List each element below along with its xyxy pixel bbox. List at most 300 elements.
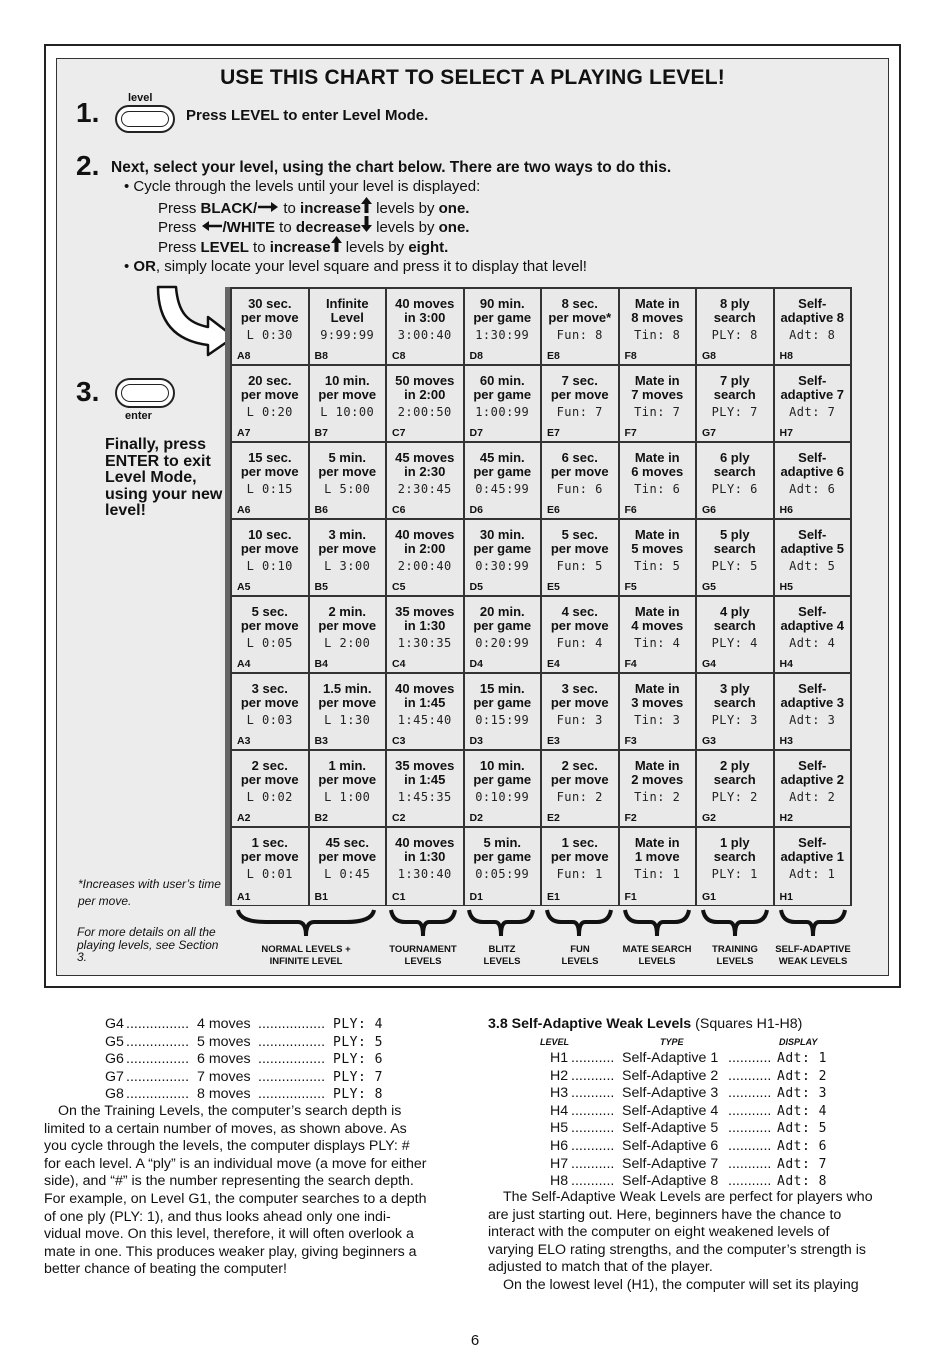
list-display: Adt: 8 xyxy=(777,1174,827,1190)
square-display: L 0:01 xyxy=(246,867,293,881)
square-display: L 0:02 xyxy=(246,790,293,804)
square-id: A7 xyxy=(237,427,251,439)
square-line1: Mate in xyxy=(634,758,680,773)
footnote: *Increases with user’s time per move. xyxy=(78,877,221,908)
square-line2: search xyxy=(713,772,756,787)
square-display: Tin: 7 xyxy=(634,405,681,419)
square-display: L 1:00 xyxy=(324,790,371,804)
list-display: Adt: 7 xyxy=(777,1156,827,1172)
square-id: B5 xyxy=(314,581,328,593)
square-id: A1 xyxy=(237,891,251,903)
level-square-e2[interactable] xyxy=(542,751,620,828)
square-line1: 15 min. xyxy=(479,681,525,696)
level-square-g1[interactable] xyxy=(697,828,775,905)
square-display: 1:45:35 xyxy=(397,790,452,804)
square-line1: Mate in xyxy=(634,450,680,465)
dot-leader: ................ xyxy=(126,1068,190,1085)
dot-leader: ........... xyxy=(571,1155,615,1172)
square-display: 1:45:40 xyxy=(397,713,452,727)
square-line2: per move xyxy=(550,541,609,556)
square-line2: adaptive 3 xyxy=(780,695,845,710)
square-id: E4 xyxy=(547,658,560,670)
square-id: C8 xyxy=(392,350,406,362)
list-display: PLY: 4 xyxy=(333,1017,383,1032)
square-display: Adt: 8 xyxy=(789,328,836,342)
square-id: G6 xyxy=(702,504,717,516)
level-square-h7[interactable] xyxy=(775,366,851,443)
list-level: H7 xyxy=(550,1155,569,1172)
square-line1: 2 ply xyxy=(719,758,750,773)
square-line2: 8 moves xyxy=(631,310,684,325)
level-square-g2[interactable] xyxy=(697,751,775,828)
square-line1: 6 ply xyxy=(719,450,750,465)
level-square-g3[interactable] xyxy=(697,674,775,751)
square-id: F2 xyxy=(624,812,637,824)
square-id: F1 xyxy=(624,891,637,903)
square-line2: per move xyxy=(318,541,377,556)
level-square-c8[interactable] xyxy=(387,289,465,366)
square-line2: per game xyxy=(473,772,532,787)
level-square-a7[interactable] xyxy=(232,366,310,443)
square-line2: per move xyxy=(550,618,609,633)
list-level: H8 xyxy=(550,1173,569,1190)
level-square-a5[interactable] xyxy=(232,520,310,597)
level-square-c6[interactable] xyxy=(387,443,465,520)
or-label: OR xyxy=(133,258,156,275)
level-square-e1[interactable] xyxy=(542,828,620,905)
square-id: C7 xyxy=(392,427,406,439)
level-line-action: increase xyxy=(269,239,331,256)
level-square-g7[interactable] xyxy=(697,366,775,443)
square-line1: 10 min. xyxy=(324,373,370,388)
square-display: Adt: 6 xyxy=(789,482,836,496)
level-square-g8[interactable] xyxy=(697,289,775,366)
section-3-8-heading xyxy=(488,1016,802,1034)
square-line1: Self- xyxy=(798,373,827,388)
square-line2: 4 moves xyxy=(631,618,684,633)
dot-leader: ........... xyxy=(728,1102,772,1119)
square-line1: 3 sec. xyxy=(561,681,598,696)
square-line1: 1 sec. xyxy=(561,835,598,850)
square-display: PLY: 1 xyxy=(711,867,758,881)
square-line2: per move xyxy=(240,387,299,402)
square-id: B3 xyxy=(314,735,328,747)
square-id: D7 xyxy=(469,427,483,439)
level-square-d3[interactable] xyxy=(465,674,543,751)
group-label-normal: NORMAL LEVELS + INFINITE LEVEL xyxy=(261,944,351,967)
dot-leader: ........... xyxy=(728,1138,772,1154)
square-line2: in 2:00 xyxy=(404,541,446,556)
paragraph-line: for each level. A “ply” is an individual move (a move for either xyxy=(44,1155,427,1172)
group-label-fun: FUN LEVELS xyxy=(561,944,599,967)
paragraph-line: interact with the computer on eight weakened levels of xyxy=(488,1224,830,1241)
square-display: 0:15:99 xyxy=(475,713,530,727)
square-display: Fun: 3 xyxy=(556,713,603,727)
left-arrow-icon xyxy=(201,219,223,236)
square-id: G2 xyxy=(702,812,717,824)
list-display: PLY: 8 xyxy=(333,1087,383,1103)
details-note: For more details on all the playing levels, see Section 3. xyxy=(77,925,219,964)
list-display: Adt: 4 xyxy=(777,1103,827,1119)
square-id: D5 xyxy=(469,581,483,593)
level-square-c4[interactable] xyxy=(387,597,465,674)
square-display: L 3:00 xyxy=(324,559,371,573)
square-id: F6 xyxy=(624,504,637,516)
level-square-f1[interactable] xyxy=(620,828,698,905)
square-display: L 0:15 xyxy=(246,482,293,496)
level-square-a2[interactable] xyxy=(232,751,310,828)
square-line2: per move xyxy=(318,772,377,787)
step-2-number: 2. xyxy=(76,150,100,181)
level-square-g6[interactable] xyxy=(697,443,775,520)
square-line2: search xyxy=(713,849,756,864)
level-square-a4[interactable] xyxy=(232,597,310,674)
level-square-a1[interactable] xyxy=(232,828,310,905)
group-label-selfadaptive: SELF-ADAPTIVE WEAK LEVELS xyxy=(775,944,851,967)
white-line-mid: to xyxy=(275,219,296,236)
paragraph-line: mate in one. This produces weaker play, giving beginners a xyxy=(44,1243,417,1260)
square-display: 1:30:40 xyxy=(397,867,452,881)
square-line1: 1 ply xyxy=(719,835,750,850)
square-line2: Level xyxy=(330,310,364,325)
square-line2: adaptive 8 xyxy=(780,310,845,325)
level-square-f6[interactable] xyxy=(620,443,698,520)
level-square-b4[interactable] xyxy=(310,597,388,674)
step-2-white-line xyxy=(158,216,469,238)
level-square-d4[interactable] xyxy=(465,597,543,674)
paragraph-line: adjusted to match that of the player. xyxy=(488,1259,713,1276)
level-square-d6[interactable] xyxy=(465,443,543,520)
level-square-h4[interactable] xyxy=(775,597,851,674)
level-square-a8[interactable] xyxy=(232,289,310,366)
square-id: F3 xyxy=(624,735,637,747)
square-display: PLY: 3 xyxy=(711,713,758,727)
square-line1: Mate in xyxy=(634,296,680,311)
level-square-d7[interactable] xyxy=(465,366,543,443)
square-line1: 40 moves xyxy=(395,681,455,696)
paragraph-line: you cycle through the levels, the computer displays PLY: # xyxy=(44,1138,410,1155)
square-line2: per move xyxy=(318,849,377,864)
col-header-level: LEVEL xyxy=(540,1037,570,1047)
square-display: Tin: 8 xyxy=(634,328,681,342)
dot-leader: ................. xyxy=(258,1086,326,1103)
square-line1: 35 moves xyxy=(395,758,455,773)
dot-leader: ........... xyxy=(728,1067,772,1084)
level-square-f3[interactable] xyxy=(620,674,698,751)
square-line2: in 2:00 xyxy=(404,387,446,402)
square-display: PLY: 4 xyxy=(711,636,758,650)
square-line1: 40 moves xyxy=(395,835,455,850)
dot-leader: ................. xyxy=(258,1033,326,1050)
square-display: 1:30:99 xyxy=(475,328,530,342)
level-square-d8[interactable] xyxy=(465,289,543,366)
level-square-f4[interactable] xyxy=(620,597,698,674)
square-line2: per move xyxy=(318,618,377,633)
square-line1: Self- xyxy=(798,604,827,619)
square-line1: 5 min. xyxy=(328,450,367,465)
square-id: A2 xyxy=(237,812,251,824)
square-display: Adt: 4 xyxy=(789,636,836,650)
level-square-e5[interactable] xyxy=(542,520,620,597)
square-line2: in 1:45 xyxy=(404,695,446,710)
dot-leader: ................. xyxy=(258,1068,326,1085)
square-line1: 60 min. xyxy=(479,373,525,388)
square-id: G1 xyxy=(702,891,717,903)
square-display: L 0:03 xyxy=(246,713,293,727)
paragraph-line: limited to a certain number of moves, as shown above. As xyxy=(44,1120,407,1137)
square-line2: search xyxy=(713,695,756,710)
square-line2: per game xyxy=(473,695,532,710)
level-line-pre: Press xyxy=(158,239,201,256)
square-id: B6 xyxy=(314,504,328,516)
level-square-b7[interactable] xyxy=(310,366,388,443)
square-display: 0:20:99 xyxy=(475,636,530,650)
square-line2: per game xyxy=(473,849,532,864)
list-level: G4 xyxy=(105,1016,124,1032)
dot-leader: ........... xyxy=(571,1102,615,1119)
brace-tournament-icon xyxy=(389,908,457,938)
square-line2: in 3:00 xyxy=(404,310,446,325)
group-label-mate: MATE SEARCH LEVELS xyxy=(622,944,692,967)
square-display: L 0:05 xyxy=(246,636,293,650)
level-square-c7[interactable] xyxy=(387,366,465,443)
list-display: Adt: 3 xyxy=(777,1086,827,1102)
level-square-b2[interactable] xyxy=(310,751,388,828)
square-id: D2 xyxy=(469,812,483,824)
down-arrow-icon xyxy=(361,219,372,236)
square-line1: 5 sec. xyxy=(561,527,598,542)
square-id: G8 xyxy=(702,350,717,362)
square-line2: per move xyxy=(240,618,299,633)
square-display: L 5:00 xyxy=(324,482,371,496)
square-line2: 5 moves xyxy=(631,541,684,556)
square-line2: search xyxy=(713,310,756,325)
square-display: Adt: 2 xyxy=(789,790,836,804)
square-line1: 5 sec. xyxy=(251,604,288,619)
square-line1: 3 ply xyxy=(719,681,750,696)
square-display: PLY: 2 xyxy=(711,790,758,804)
list-level: G5 xyxy=(105,1033,124,1050)
section-heading-bold: 3.8 Self-Adaptive Weak Levels xyxy=(488,1016,692,1032)
list-display: Adt: 6 xyxy=(777,1139,827,1154)
level-square-b5[interactable] xyxy=(310,520,388,597)
square-line1: 5 min. xyxy=(483,835,522,850)
square-line1: 20 sec. xyxy=(248,373,292,388)
square-line2: adaptive 4 xyxy=(780,618,845,633)
square-line1: Mate in xyxy=(634,527,680,542)
square-id: F5 xyxy=(624,581,637,593)
square-id: C3 xyxy=(392,735,406,747)
level-square-e8[interactable] xyxy=(542,289,620,366)
square-display: L 0:10 xyxy=(246,559,293,573)
square-id: D1 xyxy=(469,891,483,903)
square-id: B8 xyxy=(314,350,328,362)
black-line-action: increase xyxy=(300,200,361,217)
square-id: H6 xyxy=(779,504,793,516)
square-display: L 2:00 xyxy=(324,636,371,650)
list-level: G6 xyxy=(105,1051,124,1068)
square-display: 0:30:99 xyxy=(475,559,530,573)
level-square-h1[interactable] xyxy=(775,828,851,905)
square-line2: 2 moves xyxy=(631,772,684,787)
level-square-d5[interactable] xyxy=(465,520,543,597)
square-line1: Mate in xyxy=(634,681,680,696)
square-id: B7 xyxy=(314,427,328,439)
square-id: D4 xyxy=(469,658,483,670)
level-grid xyxy=(230,287,852,906)
square-line1: 90 min. xyxy=(479,296,525,311)
level-square-f5[interactable] xyxy=(620,520,698,597)
step-2-bullet-or: • OR, simply locate your level square and press it to display that level! xyxy=(124,258,587,275)
square-id: H4 xyxy=(779,658,793,670)
square-id: H8 xyxy=(779,350,793,362)
square-line2: search xyxy=(713,618,756,633)
dot-leader: ................ xyxy=(126,1051,190,1068)
square-line1: Mate in xyxy=(634,604,680,619)
level-square-f2[interactable] xyxy=(620,751,698,828)
list-level: H1 xyxy=(550,1050,569,1066)
level-square-c3[interactable] xyxy=(387,674,465,751)
level-square-d1[interactable] xyxy=(465,828,543,905)
paragraph-line: vidual move. On this level, therefore, it will often overlook a xyxy=(44,1226,414,1243)
square-id: D3 xyxy=(469,735,483,747)
level-square-a6[interactable] xyxy=(232,443,310,520)
col-header-type: TYPE xyxy=(660,1037,684,1047)
level-line-amount: eight. xyxy=(408,239,449,256)
level-square-h6[interactable] xyxy=(775,443,851,520)
level-square-e4[interactable] xyxy=(542,597,620,674)
level-square-e6[interactable] xyxy=(542,443,620,520)
list-type: Self-Adaptive 8 xyxy=(622,1173,719,1190)
dot-leader: ........... xyxy=(571,1067,615,1084)
level-square-h3[interactable] xyxy=(775,674,851,751)
square-line2: per game xyxy=(473,618,532,633)
group-label-training: TRAINING LEVELS xyxy=(712,944,758,967)
square-display: Fun: 2 xyxy=(556,790,603,804)
square-id: A8 xyxy=(237,350,251,362)
square-display: PLY: 5 xyxy=(711,559,758,573)
list-level: H6 xyxy=(550,1138,569,1154)
level-square-b1[interactable] xyxy=(310,828,388,905)
square-id: G7 xyxy=(702,427,717,439)
level-square-b8[interactable] xyxy=(310,289,388,366)
level-square-h2[interactable] xyxy=(775,751,851,828)
level-square-e3[interactable] xyxy=(542,674,620,751)
list-type: Self-Adaptive 7 xyxy=(622,1155,719,1172)
square-line1: 45 sec. xyxy=(325,835,369,850)
black-line-post: levels by xyxy=(371,200,439,217)
square-line2: per move xyxy=(240,310,299,325)
level-square-g4[interactable] xyxy=(697,597,775,674)
square-line2: per move xyxy=(550,695,609,710)
dot-leader: ................ xyxy=(126,1033,190,1050)
list-type: 6 moves xyxy=(197,1051,251,1068)
list-display: Adt: 1 xyxy=(777,1051,827,1066)
paragraph-line: of one ply (PLY: 1), and thus looks ahead only one indi- xyxy=(44,1208,391,1225)
list-display: Adt: 2 xyxy=(777,1068,827,1084)
white-line-pre: Press xyxy=(158,219,201,236)
square-line1: Mate in xyxy=(634,373,680,388)
brace-blitz-icon xyxy=(467,908,535,938)
square-display: 0:10:99 xyxy=(475,790,530,804)
level-key-icon xyxy=(115,105,175,133)
square-line1: Self- xyxy=(798,758,827,773)
level-square-g5[interactable] xyxy=(697,520,775,597)
square-display: Tin: 3 xyxy=(634,713,681,727)
square-id: E8 xyxy=(547,350,560,362)
dot-leader: ........... xyxy=(728,1155,772,1172)
level-square-c1[interactable] xyxy=(387,828,465,905)
square-id: D8 xyxy=(469,350,483,362)
square-display: 2:00:40 xyxy=(397,559,452,573)
level-square-b6[interactable] xyxy=(310,443,388,520)
level-square-f8[interactable] xyxy=(620,289,698,366)
level-square-c5[interactable] xyxy=(387,520,465,597)
brace-fun-icon xyxy=(545,908,613,938)
square-line1: 7 ply xyxy=(719,373,750,388)
black-line-pre: Press xyxy=(158,200,201,217)
dot-leader: ........... xyxy=(571,1120,615,1137)
square-line1: Self- xyxy=(798,835,827,850)
square-id: B1 xyxy=(314,891,328,903)
square-line1: 7 sec. xyxy=(561,373,598,388)
square-line1: 8 ply xyxy=(719,296,750,311)
list-type: Self-Adaptive 6 xyxy=(622,1138,719,1154)
square-line2: per move xyxy=(240,464,299,479)
square-line2: in 1:30 xyxy=(404,849,446,864)
dot-leader: ........... xyxy=(728,1120,772,1137)
list-display: PLY: 6 xyxy=(333,1052,383,1068)
level-square-e7[interactable] xyxy=(542,366,620,443)
square-id: C4 xyxy=(392,658,406,670)
level-square-c2[interactable] xyxy=(387,751,465,828)
square-id: E3 xyxy=(547,735,560,747)
square-line1: 2 sec. xyxy=(251,758,288,773)
level-square-b3[interactable] xyxy=(310,674,388,751)
square-line2: per game xyxy=(473,310,532,325)
square-line1: Self- xyxy=(798,527,827,542)
square-line2: in 1:45 xyxy=(404,772,446,787)
dot-leader: ........... xyxy=(728,1085,772,1102)
square-id: F4 xyxy=(624,658,637,670)
square-line1: 4 ply xyxy=(719,604,750,619)
level-square-h5[interactable] xyxy=(775,520,851,597)
dot-leader: ................. xyxy=(258,1016,326,1032)
square-display: Tin: 6 xyxy=(634,482,681,496)
level-square-h8[interactable] xyxy=(775,289,851,366)
square-display: L 0:20 xyxy=(246,405,293,419)
list-level: G8 xyxy=(105,1086,124,1103)
list-type: Self-Adaptive 4 xyxy=(622,1102,719,1119)
level-square-f7[interactable] xyxy=(620,366,698,443)
square-display: Fun: 6 xyxy=(556,482,603,496)
list-level: H5 xyxy=(550,1120,569,1137)
level-square-a3[interactable] xyxy=(232,674,310,751)
level-square-d2[interactable] xyxy=(465,751,543,828)
list-display: PLY: 7 xyxy=(333,1069,383,1085)
black-line-amount: one. xyxy=(438,200,470,217)
square-line2: 6 moves xyxy=(631,464,684,479)
square-display: Tin: 1 xyxy=(634,867,681,881)
square-display: PLY: 6 xyxy=(711,482,758,496)
square-line1: 50 moves xyxy=(395,373,455,388)
square-line1: 3 sec. xyxy=(251,681,288,696)
square-display: 1:00:99 xyxy=(475,405,530,419)
brace-mate-icon xyxy=(623,908,691,938)
step-2-level-line xyxy=(158,236,448,258)
list-type: Self-Adaptive 3 xyxy=(622,1085,719,1102)
square-line2: per move xyxy=(550,387,609,402)
